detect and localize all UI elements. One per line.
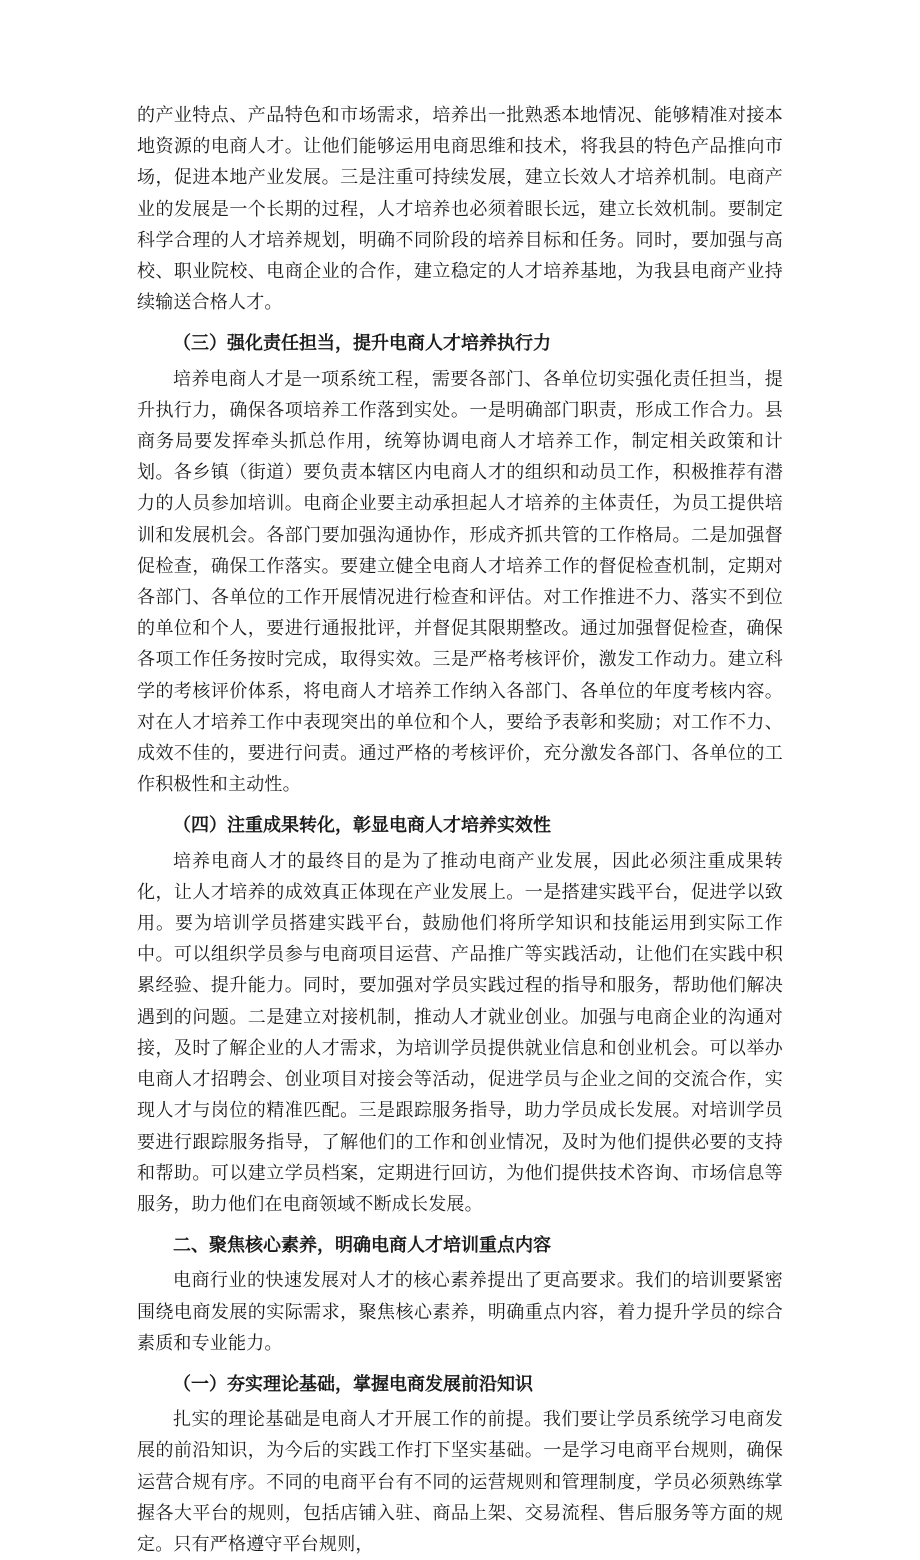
paragraph-core-literacy: 电商行业的快速发展对人才的核心素养提出了更高要求。我们的培训要紧密围绕电商发展的实际需求，聚焦核心素养，明确重点内容，着力提升学员的综合素质和专业能力。 bbox=[137, 1270, 783, 1354]
paragraph-responsibility: 培养电商人才是一项系统工程，需要各部门、各单位切实强化责任担当，提升执行力，确保各项培养工作落到实处。一是明确部门职责，形成工作合力。县商务局要发挥牵头抓总作用，统筹协调电商人才培养工作，制定相关政策和计划。各乡镇（街道）要负责本辖区内电商人才的组织和动员工作，积极推荐有潜力的人员参加培训。电商企业要主动承担起人才培养的主体责任，为员工提供培训和发展机会。各部门要加强沟通协作，形成齐抓共管的工作格局。二是加强督促检查，确保工作落实。要建立健全电商人才培养工作的督促检查机制，定期对各部门、各单位的工作开展情况进行检查和评估。对工作推进不力、落实不到位的单位和个人，要进行通报批评，并督促其限期整改。通过加强督促检查，确保各项工作任务按时完成，取得实效。三是严格考核评价，激发工作动力。建立科学的考核评价体系，将电商人才培养工作纳入各部门、各单位的年度考核内容。对在人才培养工作中表现突出的单位和个人，要给予表彰和奖励；对工作不力、成效不佳的，要进行问责。通过严格的考核评价，充分激发各部门、各单位的工作积极性和主动性。 bbox=[137, 368, 783, 796]
chapter-heading-2: 二、聚焦核心素养，明确电商人才培训重点内容 bbox=[173, 1235, 551, 1257]
section-heading-3: （三）强化责任担当，提升电商人才培养执行力 bbox=[173, 333, 551, 355]
paragraph-continuation: 的产业特点、产品特色和市场需求，培养出一批熟悉本地情况、能够精准对接本地资源的电商人才。让他们能够运用电商思维和技术，将我县的特色产品推向市场，促进本地产业发展。三是注重可持续发展，建立长效人才培养机制。电商产业的发展是一个长期的过程，人才培养也必须着眼长远，建立长效机制。要制定科学合理的人才培养规划，明确不同阶段的培养目标和任务。同时，要加强与高校、职业院校、电商企业的合作，建立稳定的人才培养基地，为我县电商产业持续输送合格人才。 bbox=[137, 105, 783, 314]
paragraph-outcome: 培养电商人才的最终目的是为了推动电商产业发展，因此必须注重成果转化，让人才培养的成效真正体现在产业发展上。一是搭建实践平台，促进学以致用。要为培训学员搭建实践平台，鼓励他们将所学知识和技能运用到实际工作中。可以组织学员参与电商项目运营、产品推广等实践活动，让他们在实践中积累经验、提升能力。同时，要加强对学员实践过程的指导和服务，帮助他们解决遇到的问题。二是建立对接机制，推动人才就业创业。加强与电商企业的沟通对接，及时了解企业的人才需求，为培训学员提供就业信息和创业机会。可以举办电商人才招聘会、创业项目对接会等活动，促进学员与企业之间的交流合作，实现人才与岗位的精准匹配。三是跟踪服务指导，助力学员成长发展。对培训学员要进行跟踪服务指导，了解他们的工作和创业情况，及时为他们提供必要的支持和帮助。可以建立学员档案，定期进行回访，为他们提供技术咨询、市场信息等服务，助力他们在电商领域不断成长发展。 bbox=[137, 850, 783, 1215]
section-heading-1: （一）夯实理论基础，掌握电商发展前沿知识 bbox=[173, 1373, 533, 1395]
document-page bbox=[137, 100, 783, 1560]
section-heading-4: （四）注重成果转化，彰显电商人才培养实效性 bbox=[173, 815, 551, 837]
paragraph-theory: 扎实的理论基础是电商人才开展工作的前提。我们要让学员系统学习电商发展的前沿知识，为今后的实践工作打下坚实基础。一是学习电商平台规则，确保运营合规有序。不同的电商平台有不同的运营规则和管理制度，学员必须熟练掌握各大平台的规则，包括店铺入驻、商品上架、交易流程、售后服务等方面的规定。只有严格遵守平台规则， bbox=[137, 1409, 783, 1555]
